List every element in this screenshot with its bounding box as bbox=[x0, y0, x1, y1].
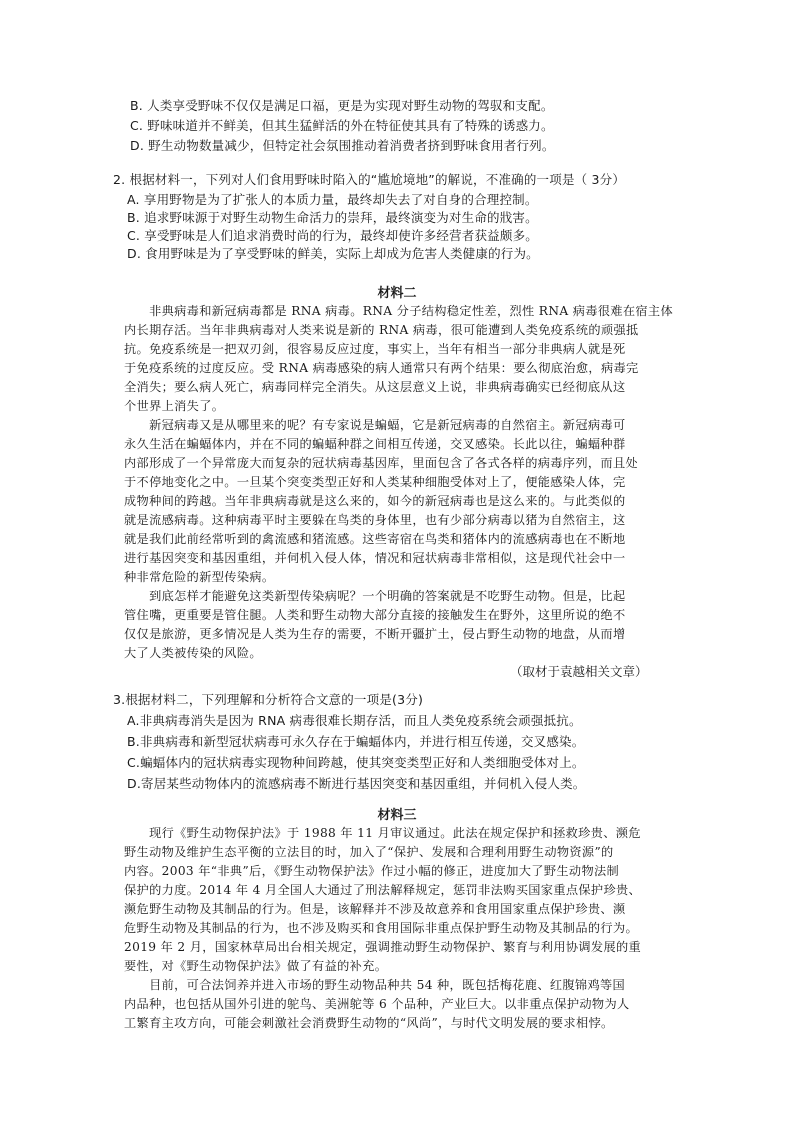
material-2-heading: 材料二 bbox=[377, 286, 417, 301]
q1-option-c: C. 野味味道并不鲜美，但其生猛鲜活的外在特征使其具有了特殊的诱惑力。 bbox=[130, 118, 554, 133]
material-2-line: 到底怎样才能避免这类新型传染病呢？一个明确的答案就是不吃野生动物。但是，比起 bbox=[124, 589, 626, 603]
material-3-line: 保护的力度。2014 年 4 月全国人大通过了刑法解释规定，惩罚非法购买国家重点保护珍贵、 bbox=[124, 883, 642, 897]
material-2-line: 内长期存活。当年非典病毒对人类来说是新的 RNA 病毒，很可能遭到人类免疫系统的顽强抵 bbox=[124, 323, 639, 337]
material-2-line: 非典病毒和新冠病毒都是 RNA 病毒。RNA 分子结构稳定性差，烈性 RNA 病毒很难在宿主体 bbox=[124, 304, 674, 318]
q2-option-a: A. 享用野物是为了扩张人的本质力量，最终却失去了对自身的合理控制。 bbox=[127, 192, 538, 207]
material-2-line: 个世界上消失了。 bbox=[124, 399, 225, 413]
material-3-line: 内品种，也包括从国外引进的鸵鸟、美洲鸵等 6 个品种，产业巨大。以非重点保护动物为人 bbox=[124, 997, 630, 1011]
material-2-line: 永久生活在蝙蝠体内，并在不同的蝙蝠种群之间相互传递，交叉感染。长此以往，蝙蝠种群 bbox=[124, 437, 626, 451]
q3-stem: 3.根据材料二，下列理解和分析符合文意的一项是(3分) bbox=[113, 692, 424, 707]
material-2-line: 于不停地变化之中。一旦某个突变类型正好和人类某种细胞受体对上了，便能感染人体，完 bbox=[124, 475, 626, 489]
material-3-line: 危野生动物及其制品的行为，也不涉及购买和食用国际非重点保护野生动物及其制品的行为。 bbox=[124, 921, 639, 935]
material-3-line: 濒危野生动物及其制品的行为。但是，该解释并不涉及故意养和食用国家重点保护珍贵、濒 bbox=[124, 902, 626, 916]
material-3-line: 要性，对《野生动物保护法》做了有益的补充。 bbox=[124, 959, 388, 973]
material-2-source: （取材于袁越相关文章） bbox=[510, 664, 648, 679]
q1-option-b: B. 人类享受野味不仅仅是满足口福，更是为实现对野生动物的驾驭和支配。 bbox=[130, 98, 554, 113]
q3-option-c: C.蝙蝠体内的冠状病毒实现物种间跨越，使其突变类型正好和人类细胞受体对上。 bbox=[127, 755, 585, 770]
material-3-heading: 材料三 bbox=[377, 808, 417, 823]
material-3-line: 内容。2003 年“非典”后，《野生动物保护法》作过小幅的修正，进度加大了野生动物法制 bbox=[124, 864, 620, 878]
material-2-line: 全消失；要么病人死亡，病毒同样完全消失。从这层意义上说，非典病毒确实已经彻底从这 bbox=[124, 380, 626, 394]
material-2-line: 就是流感病毒。这种病毒平时主要躲在鸟类的身体里，也有少部分病毒以猪为自然宿主，这 bbox=[124, 513, 626, 527]
q1-option-d: D. 野生动物数量减少，但特定社会氛围推动着消费者挤到野味食用者行列。 bbox=[130, 138, 555, 153]
material-3-line: 2019 年 2 月，国家林草局出台相关规定，强调推动野生动物保护、繁育与利用协调发展的重 bbox=[124, 940, 642, 954]
material-3-line: 野生动物及维护生态平衡的立法目的时，加入了“保护、发展和合理利用野生动物资源”的 bbox=[124, 845, 614, 859]
q2-option-c: C. 享受野味是人们追求消费时尚的行为，最终却使许多经营者获益颇多。 bbox=[127, 228, 538, 243]
material-3-line: 工繁育主攻方向，可能会刺激社会消费野生动物的“风尚”，与时代文明发展的要求相悖。 bbox=[124, 1016, 614, 1030]
q2-option-b: B. 追求野味源于对野生动物生命活力的崇拜，最终演变为对生命的戕害。 bbox=[127, 210, 538, 225]
material-2-line: 大了人类被传染的风险。 bbox=[124, 646, 262, 660]
material-2-line: 进行基因突变和基因重组，并伺机入侵人体，情况和冠状病毒非常相似，这是现代社会中一 bbox=[124, 551, 626, 565]
q3-option-a: A.非典病毒消失是因为 RNA 病毒很难长期存活，而且人类免疫系统会顽强抵抗。 bbox=[127, 713, 582, 728]
material-2-line: 抗。免疫系统是一把双刃剑，很容易反应过度，事实上，当年有相当一部分非典病人就是死 bbox=[124, 342, 626, 356]
material-2-line: 种非常危险的新型传染病。 bbox=[124, 570, 275, 584]
material-2-line: 管住嘴，更重要是管住腿。人类和野生动物大部分直接的接触发生在野外，这里所说的绝不 bbox=[124, 608, 626, 622]
material-2-line: 于免疫系统的过度反应。受 RNA 病毒感染的病人通常只有两个结果：要么彻底治愈，病毒完 bbox=[124, 361, 639, 375]
material-2-line: 就是我们此前经常听到的禽流感和猪流感。这些寄宿在鸟类和猪体内的流感病毒也在不断地 bbox=[124, 532, 626, 546]
material-3-line: 现行《野生动物保护法》于 1988 年 11 月审议通过。此法在规定保护和拯救珍贵、濒危 bbox=[124, 826, 641, 840]
q3-option-d: D.寄居某些动物体内的流感病毒不断进行基因突变和基因重组，并伺机入侵人类。 bbox=[127, 776, 586, 791]
material-2-line: 仅仅是旅游，更多情况是人类为生存的需要，不断开疆扩土，侵占野生动物的地盘，从而增 bbox=[124, 627, 626, 641]
material-2-line: 成物种间的跨越。当年非典病毒就是这么来的，如今的新冠病毒也是这么来的。与此类似的 bbox=[124, 494, 626, 508]
material-3-line: 目前，可合法饲养并进入市场的野生动物品种共 54 种，既包括梅花鹿、红腹锦鸡等国 bbox=[124, 978, 626, 992]
q2-option-d: D. 食用野味是为了享受野味的鲜美，实际上却成为危害人类健康的行为。 bbox=[127, 246, 539, 261]
q3-option-b: B.非典病毒和新型冠状病毒可永久存在于蝙蝠体内，并进行相互传递，交叉感染。 bbox=[127, 734, 585, 749]
material-2-line: 新冠病毒又是从哪里来的呢？有专家说是蝙蝠，它是新冠病毒的自然宿主。新冠病毒可 bbox=[124, 418, 626, 432]
q2-stem: 2. 根据材料一，下列对人们食用野味时陷入的“尴尬境地”的解说，不准确的一项是（ 3分） bbox=[113, 172, 626, 187]
material-2-line: 内部形成了一个异常庞大而复杂的冠状病毒基因库，里面包含了各式各样的病毒序列，而且处 bbox=[124, 456, 639, 470]
